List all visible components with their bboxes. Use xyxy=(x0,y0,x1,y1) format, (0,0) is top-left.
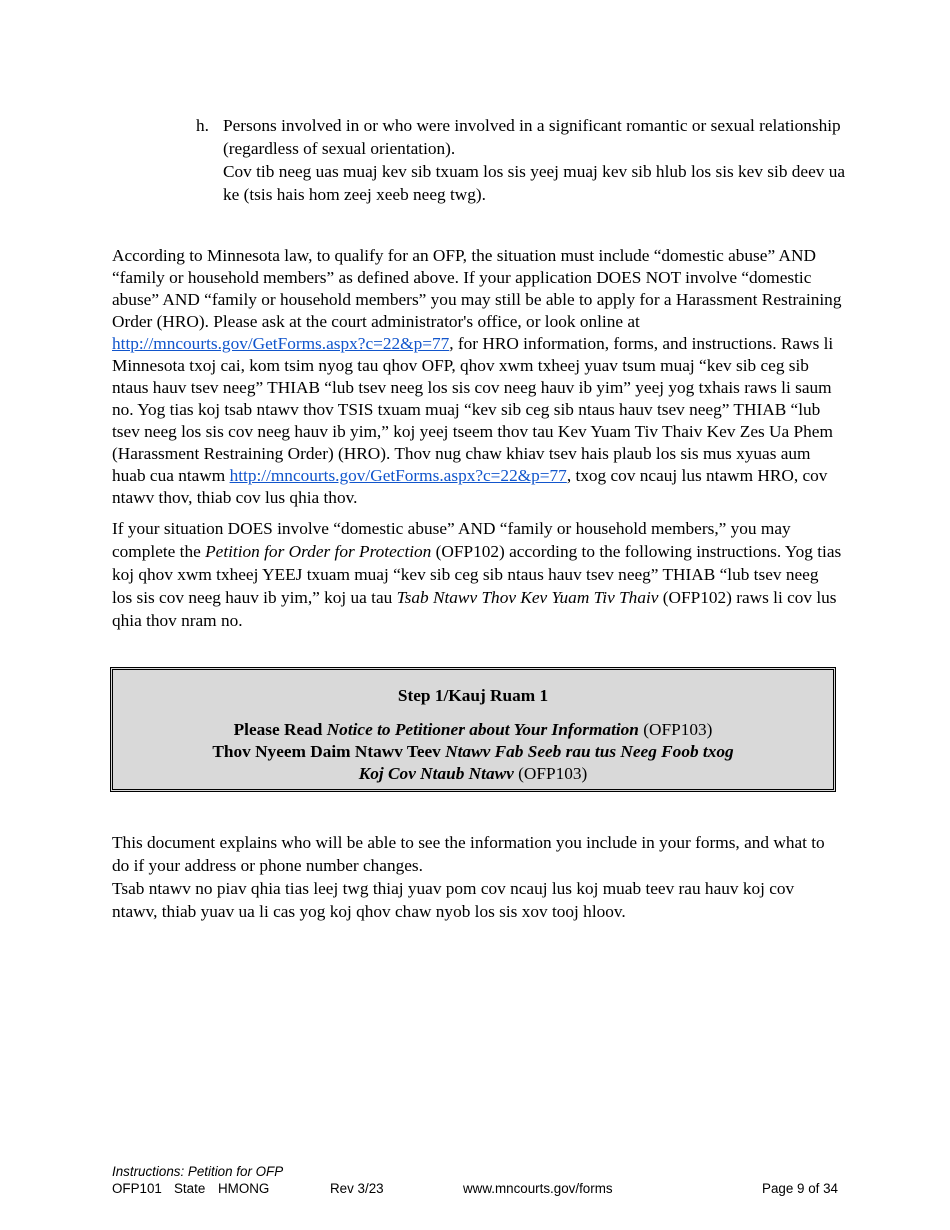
step-l2-bold: Thov Nyeem Daim Ntawv Teev xyxy=(212,742,446,761)
petition-title-hmong: Tsab Ntawv Thov Kev Yuam Tiv Thaiv xyxy=(396,588,659,607)
step-l2-italic: Ntawv Fab Seeb rau tus Neeg Foob txog xyxy=(445,742,734,761)
petition-paragraph xyxy=(112,517,842,632)
footer-website: www.mncourts.gov/forms xyxy=(463,1181,613,1196)
para2-text-2: (OFP102) according to the following instructions. Yog tias koj qhov xwm txheej YEEJ txuam muaj “kev sib ceg sib ntaus hauv tsev neeg” THIAB “lub tsev neeg los sis cov neeg hauv ib yim,” koj ua tau xyxy=(112,542,842,607)
step-l3-italic: Koj Cov Ntaub Ntawv xyxy=(358,764,514,783)
getforms-link-1[interactable]: http://mncourts.gov/GetForms.aspx?c=22&p=77 xyxy=(112,334,450,353)
information-paragraph xyxy=(112,831,842,923)
footer-rev: Rev 3/23 xyxy=(330,1181,384,1196)
page-footer xyxy=(112,1163,840,1197)
step-1-box xyxy=(110,667,836,792)
step-line-hmong-1 xyxy=(113,741,833,763)
footer-title: Instructions: Petition for OFP xyxy=(112,1164,284,1179)
footer-form-id: OFP101 xyxy=(112,1181,162,1196)
para1-text-c: , txog cov ncauj lus ntawm HRO, cov ntawv thov, thiab cov lus qhia thov. xyxy=(112,466,828,507)
step-title: Step 1/Kauj Ruam 1 xyxy=(397,686,549,705)
para1-text-a: According to Minnesota law, to qualify for an OFP, the situation must include “domestic abuse” AND “family or household members” as defined above. If your application DOES NOT involve “domestic abuse” AND “family or household members” you may still be able to apply for a Harassment Restraining Order (HRO). Please ask at the court administrator's office, or look online at xyxy=(112,246,842,331)
step-l1-italic: Notice to Petitioner about Your Information xyxy=(326,720,639,739)
step-line-english xyxy=(113,719,833,741)
step-l1-bold: Please Read xyxy=(233,720,327,739)
petition-title-english: Petition for Order for Protection xyxy=(205,542,432,561)
qualification-paragraph xyxy=(112,245,842,509)
para1-text-b: , for HRO information, forms, and instructions. Raws li Minnesota txoj cai, kom tsim nyog tau qhov OFP, qhov xwm txheej yuav tsum muaj “kev sib ceg sib ntaus hauv tsev neeg” THIAB “lub tsev neeg los sis cov neeg hauv ib yim” yeej yog txhais raws li saum no. Yog tias koj tsab ntawv thov TSIS txuam muaj “kev sib ceg sib ntaus hauv tsev neeg” THIAB “lub tsev neeg los sis cov neeg hauv ib yim,” koj yeej tseem thov tau Kev Yuam Tiv Thaiv Kev Zes Ua Phem (Harassment Restraining Order) (HRO). Thov nug chaw khiav tsev hais plaub los sis mus xyuas aum huab cua ntawm xyxy=(112,334,834,485)
para2-text-1: If your situation DOES involve “domestic abuse” AND “family or household members,” you may complete the xyxy=(112,519,791,561)
step-l1-tail: (OFP103) xyxy=(638,720,713,739)
footer-language: HMONG xyxy=(218,1181,270,1196)
step-line-hmong-2 xyxy=(113,763,833,785)
getforms-link-2[interactable]: http://mncourts.gov/GetForms.aspx?c=22&p=77 xyxy=(229,466,567,485)
information-english: This document explains who will be able to see the information you include in your forms, and what to do if your address or phone number changes. xyxy=(112,833,825,875)
list-item-h xyxy=(196,114,846,206)
footer-page-number: Page 9 of 34 xyxy=(762,1181,838,1196)
para2-text-3: (OFP102) raws li cov lus qhia thov nram no. xyxy=(112,588,837,630)
information-hmong: Tsab ntawv no piav qhia tias leej twg thiaj yuav pom cov ncauj lus koj muab teev rau hauv koj cov ntawv, thiab yuav ua li cas yog koj qhov chaw nyob los sis xov tooj hloov. xyxy=(112,879,795,921)
footer-state: State xyxy=(174,1181,206,1196)
list-item-english: Persons involved in or who were involved in a significant romantic or sexual relationship (regardless of sexual orientation). xyxy=(223,116,841,158)
step-l3-tail: (OFP103) xyxy=(513,764,588,783)
list-item-hmong: Cov tib neeg uas muaj kev sib txuam los sis yeej muaj kev sib hlub los sis kev sib deev ua ke (tsis hais hom zeej xeeb neeg twg). xyxy=(223,162,846,204)
list-item-letter: h. xyxy=(196,116,209,135)
